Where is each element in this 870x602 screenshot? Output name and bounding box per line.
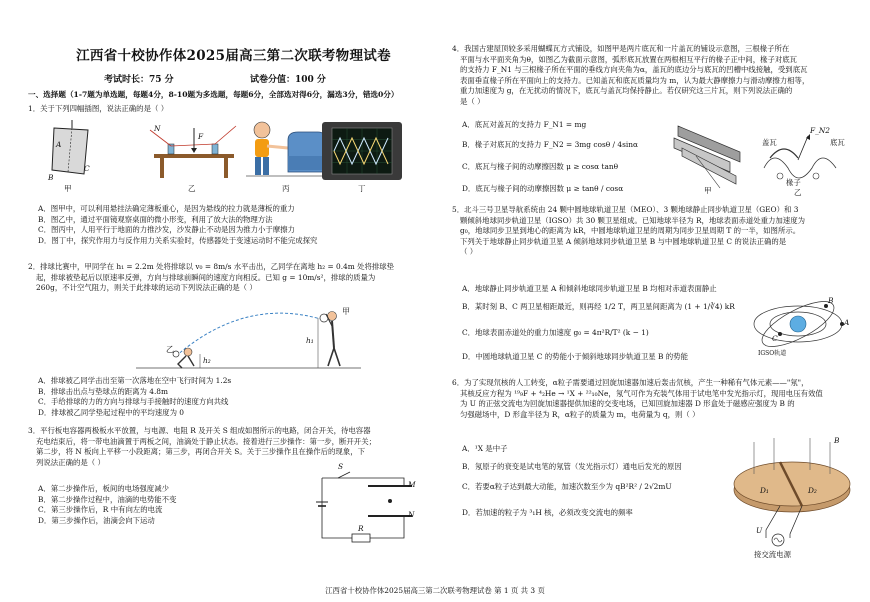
q2-stem [28, 262, 394, 294]
q6-stem-line: 为 U 的正弦交流电为回旋加速器提供加速的交变电场，已知回旋加速器 D 形盒处于磁感应强度为 B 的 [460, 399, 795, 409]
q6-cyclotron-figure [730, 434, 854, 564]
cyclotron-label-u: U [756, 526, 763, 535]
q6-option-a[interactable]: A．¹X 是中子 [462, 444, 508, 453]
orbit-label-c: C [772, 334, 778, 343]
cyclotron-label-d1: D₁ [760, 486, 769, 495]
fig-yi-label-n: N [154, 124, 161, 133]
exam-time: 考试时长：75 分 [104, 75, 174, 85]
q1-option-c[interactable]: C．图丙中，人用平行于地面的力推沙发，沙发静止不动是因为推力小于摩擦力 [38, 225, 295, 235]
circuit-label-r: R [358, 524, 364, 533]
q4-stem-line: 4．我国古建屋顶较多采用蝴蝶瓦方式铺设，如图甲是两片底瓦和一片盖瓦的铺设示意图，三根椽子所在 [452, 44, 790, 53]
q1-option-d[interactable]: D．图丁中，探究作用力与反作用力关系实验时，传感器处于变速运动时不能完成探究 [38, 235, 318, 245]
q6-option-d[interactable]: D．若加速的粒子为 ³₁H 核，必须改变交流电的频率 [462, 508, 633, 517]
q4-option-d[interactable]: D．底瓦与椽子间的动摩擦因数 μ ≥ tanθ / cosα [462, 184, 624, 193]
label-chuan-zi: 椽子 [786, 178, 801, 187]
q3-options [28, 484, 176, 526]
label-gai-wa: 盖瓦 [762, 138, 777, 147]
q4-stem-line: 是（ ） [460, 96, 485, 106]
q5-options [452, 284, 735, 370]
label-fn2: F_N2 [810, 126, 830, 135]
q6-stem-line: 其核反应方程为 ¹⁹₉F + ⁴₂He → ¹X + ²²₁₀Ne，氖气可作为充装气体用于试电笔中发光指示灯，现用电压有效值 [460, 388, 823, 398]
q3-stem-line: 列说法正确的是（ ） [36, 457, 105, 467]
q2-stem-line: 起，排球被垫起后以原速率反弹，方向与排球前瞬间的速度方向相反。已知 g = 10m/s²，排球的质量为 [36, 272, 376, 282]
circuit-label-s: S [338, 462, 344, 471]
fig-label-h2: h₂ [203, 356, 211, 365]
orbit-label-b: B [828, 296, 834, 305]
circuit-label-m: M [408, 480, 416, 489]
fig-jia-label-b: B [48, 173, 54, 182]
oscilloscope-figure [322, 122, 402, 180]
q5-stem-line: 5．北斗三号卫星导航系统由 24 颗中圆地球轨道卫星（MEO）、3 颗地球静止同步轨道卫星（GEO）和 3 [452, 205, 799, 214]
push-sofa-figure [244, 118, 330, 182]
q6-stem-line: 匀强磁场中，D 形盒半径为 R，α粒子的质量为 m，电荷量为 q，则（ ） [460, 409, 700, 419]
q2-option-d[interactable]: D．排球被乙同学垫起过程中的平均速度为 0 [38, 407, 185, 417]
q3-option-d[interactable]: D．第三步操作后，油滴会向下运动 [38, 515, 155, 525]
fig-caption-jia: 甲 [704, 186, 712, 195]
q6-options [452, 444, 682, 526]
q3-stem-line: 第二步，将 N 板向上平移一小段距离；第三步，再闭合开关 S。关于三步操作且在操作后的现象，下 [36, 447, 365, 457]
cyclotron-label-d2: D₂ [808, 486, 817, 495]
circuit-label-n: N [408, 510, 415, 519]
q2-volleyball-figure [136, 306, 366, 372]
q5-stem-line: g₀，地球同步卫星到地心的距离为 kR，中圆地球轨道卫星的周期为同步卫星周期 T 的一半，如图所示。 [460, 226, 801, 236]
q6-option-b[interactable]: B．氖原子的衰变是试电笔的氖管（发光指示灯）通电后发光的原因 [462, 462, 682, 471]
q2-options [28, 376, 231, 418]
fig-label-yi: 乙 [166, 345, 174, 354]
q4-option-b[interactable]: B．椽子对底瓦的支持力 F_N2 = 3mg cosθ / 4sinα [462, 140, 638, 149]
q4-stem-line: 的支持力 F_N1 与三根椽子所在平面的垂线方向夹角为α，盖瓦的底边分与底瓦的凹槽中线接触，受到底瓦 [460, 65, 808, 75]
q6-stem-line: 6．为了实现氘核的人工转变，α粒子需要通过回旋加速器加速后轰击氘核，产生一种稀有气体元素——"氖"， [452, 378, 809, 387]
q6-stem [452, 378, 823, 420]
q4-stem-line: 表面垂直椽子所在平面向上的支持力。已知盖瓦和底瓦质量均为 m，认为最大静摩擦力与滑动摩擦力相等， [460, 75, 810, 85]
fig-label-h1: h₁ [306, 336, 314, 345]
section-header: 一、选择题（1-7题为单选题，每题4分，8-10题为多选题，每题6分，全部选对得6分，漏选3分，错选0分） [28, 90, 399, 99]
q5-stem-line: 颗倾斜地球同步轨道卫星（IGSO）共 30 颗卫星组成。已知地球半径为 R，地球表面赤道处重力加速度为 [460, 215, 805, 225]
q1-stem: 1．关于下列四幅插图，说法正确的是（ ） [28, 104, 169, 113]
exam-score: 试卷分值：100 分 [250, 75, 326, 85]
q5-stem [452, 205, 805, 258]
q5-stem-line: （ ） [460, 247, 478, 257]
q3-stem-line: 3．平行板电容器两极板水平放置，与电源、电阻 R 及开关 S 组成如图所示的电路，闭合开关，待电容器 [28, 426, 371, 435]
cyclotron-power-label: 接交流电源 [754, 550, 791, 559]
q1-option-a[interactable]: A．图甲中，可以利用悬挂法确定薄板重心，是因为悬线的拉力就是薄板的重力 [38, 204, 295, 213]
q3-stem [28, 426, 376, 468]
q4-stem-line: 平面与水平面夹角为θ，如图乙为截面示意图，弧形底瓦放置在两根相互平行的椽子正中间，椽子对底瓦 [460, 54, 798, 64]
label-di-wa: 底瓦 [830, 138, 845, 147]
q1-options [28, 204, 317, 246]
fig-caption-ding: 丁 [358, 184, 366, 193]
q5-option-c[interactable]: C．地球表面赤道处的重力加速度 g₀ = 4π²R/T² (k − 1) [462, 328, 649, 337]
fig-yi-label-f: F [198, 132, 204, 141]
q3-circuit-figure [308, 462, 418, 544]
q3-stem-line: 充电结束后，将一带电油滴置于两板之间，油滴处于静止状态。接着进行三步操作：第一步，断开开关； [36, 436, 376, 446]
q5-stem-line: 下列关于地球静止同步轨道卫星 A 倾斜地球同步轨道卫星 B 与中圆地球轨道卫星 C 的说法正确的是 [460, 236, 787, 246]
q2-option-a[interactable]: A．排球被乙同学击出至第一次落地在空中飞行时间为 1.2s [38, 376, 232, 385]
fig-caption-bing: 丙 [282, 184, 290, 193]
fig-label-jia: 甲 [342, 307, 350, 316]
mirror-table-figure [150, 122, 240, 180]
q4-stem-line: 重力加速度为 g，在无扰动的情况下，底瓦与盖瓦均保持静止。若仅研究这三片瓦，则下列说法正确的 [460, 86, 793, 96]
q1-figures [26, 118, 441, 194]
q3-option-a[interactable]: A．第二步操作后，板间的电场强度减少 [38, 484, 169, 493]
orbit-label-igso: IGSO轨道 [758, 350, 787, 357]
q4-tile-figures [670, 118, 854, 198]
page-footer: 江西省十校协作体2025届高三第二次联考物理试卷 第 1 页 共 3 页 [325, 586, 545, 595]
q3-option-c[interactable]: C．第三步操作后，R 中有向左的电流 [38, 505, 163, 515]
orbit-label-a: A [844, 318, 850, 327]
q5-orbit-figure [750, 286, 854, 362]
fig-jia-label-a: A [56, 140, 62, 149]
cyclotron-label-b: B [834, 436, 840, 445]
q4-options [452, 120, 638, 204]
q2-stem-line: 2．排球比赛中，甲同学在 h₁ = 2.2m 处将排球以 v₀ = 8m/s 水平击出，乙同学在离地 h₂ = 0.4m 处将排球垫 [28, 262, 395, 271]
q3-option-b[interactable]: B．第二步操作过程中，油滴的电势能不变 [38, 494, 177, 504]
q6-option-c[interactable]: C．若要α粒子达到最大动能，加速次数至少为 qB²R² / 2√2mU [462, 482, 672, 491]
q5-option-a[interactable]: A．地球静止同步轨道卫星 A 和倾斜地球同步轨道卫星 B 均相对赤道表面静止 [462, 284, 717, 293]
fig-jia-label-c: C [84, 164, 90, 173]
page-title: 江西省十校协作体2025届高三第二次联考物理试卷 [76, 48, 391, 64]
q2-option-c[interactable]: C．手给排球的力的方向与排球与手接触时的速度方向共线 [38, 397, 229, 407]
q1-option-b[interactable]: B．图乙中，通过平面镜观察桌面的微小形变，利用了放大法的物理方法 [38, 214, 273, 224]
q4-option-c[interactable]: C．底瓦与椽子间的动摩擦因数 μ ≥ cosα tanθ [462, 162, 619, 171]
q4-stem [452, 44, 809, 107]
fig-caption-jia: 甲 [64, 184, 72, 193]
q2-stem-line: 260g，不计空气阻力，则关于此排球的运动下列说法正确的是（ ） [36, 283, 257, 293]
q4-option-a[interactable]: A．底瓦对盖瓦的支持力 F_N1 = mg [462, 120, 587, 129]
q2-option-b[interactable]: B．排球击出点与垫球点的距离为 4.8m [38, 386, 169, 396]
fig-caption-yi: 乙 [188, 184, 196, 193]
q5-option-d[interactable]: D．中圆地球轨道卫星 C 的势能小于倾斜地球同步轨道卫星 B 的势能 [462, 352, 688, 361]
q5-option-b[interactable]: B．某时刻 B、C 两卫星相距最近，则再经 1/2 T，两卫星间距离为 (1 + 1/∛4) kR [462, 302, 735, 311]
fig-caption-yi: 乙 [794, 188, 802, 197]
